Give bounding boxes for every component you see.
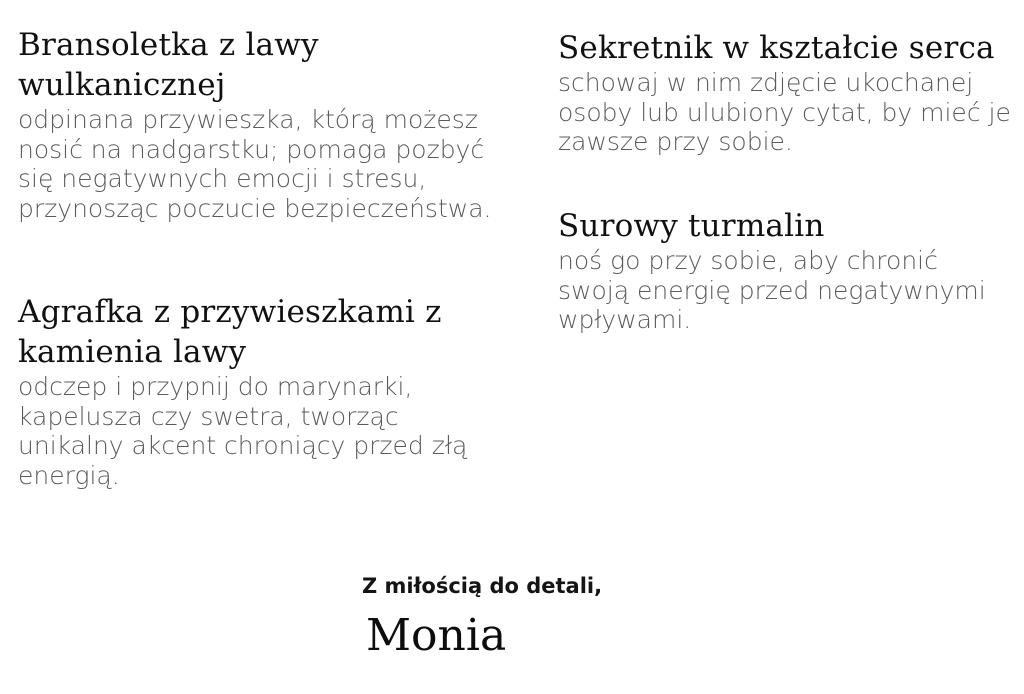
product-item-lava-pin <box>18 292 498 490</box>
closing-greeting: Z miłością do detali, <box>362 574 603 598</box>
item-description: schowaj w nim zdjęcie ukochanej osoby lub ulubiony cytat, by mieć je zawsze przy sobie. <box>558 68 1011 156</box>
item-description: noś go przy sobie, aby chronić swoją energię przed negatywnymi wpływami. <box>558 246 986 334</box>
product-item-heart-locket <box>558 28 1013 157</box>
item-title: Surowy turmalin <box>558 208 825 244</box>
item-title: Sekretnik w kształcie serca <box>558 30 995 66</box>
closing-block <box>362 572 682 662</box>
product-item-raw-tourmaline <box>558 206 1013 335</box>
product-item-lava-bracelet <box>18 25 498 223</box>
item-description: odpinana przywieszka, którą możesz nosić na nadgarstku; pomaga pozbyć się negatywnych emocji i stresu, przynosząc poczucie bezpieczeństwa. <box>18 105 492 223</box>
signature: Monia <box>366 610 507 661</box>
item-title: Bransoletka z lawy wulkanicznej <box>18 27 319 103</box>
item-description: odczep i przypnij do marynarki, kapelusza czy swetra, tworząc unikalny akcent chroniący przed złą energią. <box>18 372 468 490</box>
item-title: Agrafka z przywieszkami z kamienia lawy <box>18 294 442 370</box>
